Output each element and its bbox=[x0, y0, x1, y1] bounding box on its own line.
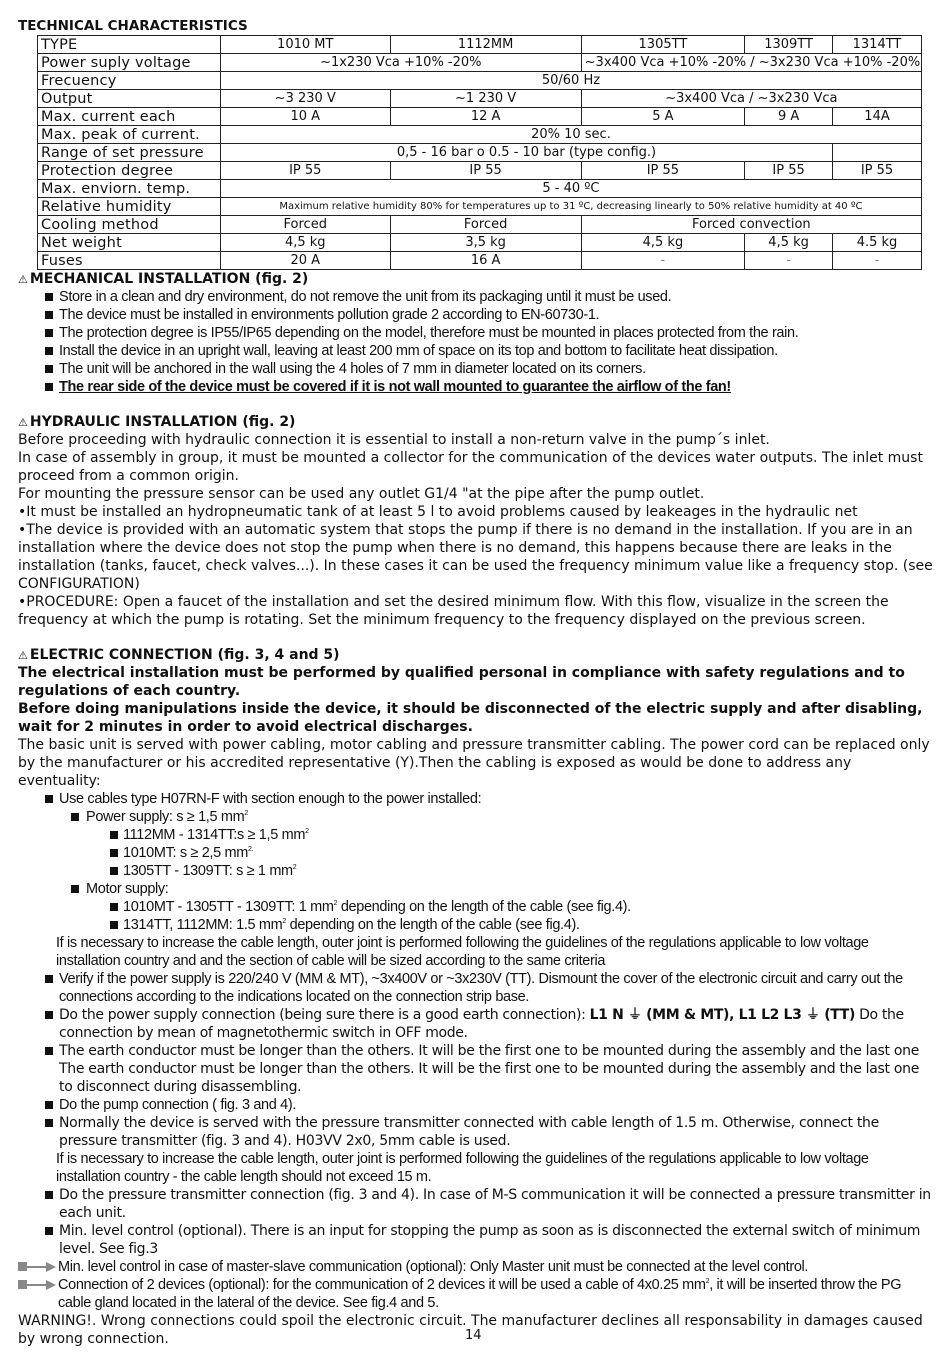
paragraph: •It must be installed an hydropneumatic tank of at least 5 l to avoid problems caused by leakeages in the hydraulic net bbox=[18, 504, 858, 520]
bullet-icon bbox=[45, 347, 53, 355]
bullet-icon bbox=[45, 329, 53, 337]
paragraph: •PROCEDURE: Open a faucet of the installation and set the desired minimum flow. With this flow, visualize in the screen the frequency at which the pump is rotating. Set the minimum frequency to the frequency displayed on the previous screen. bbox=[18, 594, 889, 628]
warning-text: WARNING!. Wrong connections could spoil the electronic circuit. The manufacturer declines all responsability in damages caused by wrong connection. bbox=[18, 1313, 923, 1347]
list-item-text: Verify if the power supply is 220/240 V (MM & MT), ~3x400V or ~3x230V (TT). Dismount the cover of the electronic circuit and carry out the connections according to the indications located on the connection strip base. bbox=[59, 971, 903, 1005]
table-cell: 3,5 kg bbox=[390, 234, 581, 252]
list-item bbox=[18, 288, 933, 306]
bullet-icon bbox=[45, 365, 53, 373]
row-label: Protection degree bbox=[38, 162, 221, 180]
bullet-icon bbox=[71, 885, 79, 893]
table-row bbox=[38, 162, 922, 180]
table-row bbox=[38, 90, 922, 108]
list-item bbox=[18, 1186, 933, 1222]
list-item-text: 1314TT, 1112MM: 1.5 mm bbox=[123, 917, 283, 933]
elec-intro: The basic unit is served with power cabling, motor cabling and pressure transmitter cabling. The power cord can be replaced only by the manufacturer or his accredited representative (Y).Then the cabling is exposed as would be done to address any eventuality: bbox=[18, 737, 930, 789]
mech-list bbox=[18, 288, 933, 396]
paragraph: •The device is provided with an automatic system that stops the pump if there is no demand in the installation. If you are in an installation where the device does not stop the pump when there is no demand, this happens because there are leaks in the installation (tanks, faucet, check valves...). In these cases it can be used the frequency minimum value like a frequency stop. (see CONFIGURATION) bbox=[18, 522, 933, 592]
list-item bbox=[18, 1042, 933, 1096]
table-row bbox=[38, 54, 922, 72]
warning-icon: ⚠ bbox=[18, 273, 28, 286]
table-row bbox=[38, 36, 922, 54]
table-cell: IP 55 bbox=[581, 162, 745, 180]
bullet-icon bbox=[45, 293, 53, 301]
master-slave-icon bbox=[18, 1280, 56, 1290]
list-item bbox=[18, 360, 933, 378]
table-cell: - bbox=[833, 252, 922, 270]
row-label: Fuses bbox=[38, 252, 221, 270]
list-item-text: Normally the device is served with the pressure transmitter connected with cable length of 1.5 m. Otherwise, connect the pressure transmitter (fig. 3 and 4). H03VV 2x0, 5mm cable is used. bbox=[59, 1115, 879, 1149]
list-item bbox=[18, 808, 933, 826]
list-item bbox=[18, 826, 933, 844]
list-item bbox=[18, 378, 933, 396]
table-row bbox=[38, 216, 922, 234]
list-item bbox=[18, 970, 933, 1006]
list-item-text: Power supply: s ≥ 1,5 mm bbox=[86, 809, 245, 825]
table-row bbox=[38, 72, 922, 90]
table-row bbox=[38, 252, 922, 270]
table-header: 1314TT bbox=[833, 36, 922, 54]
row-label: Output bbox=[38, 90, 221, 108]
terminal-mm-mt: L1 N ⏚ (MM & MT) bbox=[589, 1007, 730, 1023]
list-item-text: The protection degree is IP55/IP65 depending on the model, therefore must be mounted in places protected from the rain. bbox=[59, 325, 799, 341]
bullet-icon bbox=[45, 1191, 53, 1199]
row-label: Range of set pressure bbox=[38, 144, 221, 162]
list-item-text: Do the pump connection ( fig. 3 and 4). bbox=[59, 1097, 297, 1113]
table-cell: 20% 10 sec. bbox=[220, 126, 921, 144]
table-cell: 12 A bbox=[390, 108, 581, 126]
table-row bbox=[38, 234, 922, 252]
bullet-icon bbox=[45, 1227, 53, 1235]
superscript: 2 bbox=[705, 1278, 710, 1285]
table-cell: 4,5 kg bbox=[745, 234, 833, 252]
table-cell: ~1x230 Vca +10% -20% bbox=[220, 54, 581, 72]
table-cell: ~3x400 Vca +10% -20% / ~3x230 Vca +10% -20% bbox=[581, 54, 921, 72]
table-cell: 10 A bbox=[220, 108, 390, 126]
table-header: 1309TT bbox=[745, 36, 833, 54]
list-item-text: Connection of 2 devices (optional): for the communication of 2 devices it will be used a cable of 4x0.25 mm bbox=[58, 1277, 706, 1293]
table-row bbox=[38, 108, 922, 126]
list-item bbox=[18, 1114, 933, 1150]
master-slave-icon bbox=[18, 1262, 56, 1272]
table-row bbox=[38, 126, 922, 144]
paragraph: If is necessary to increase the cable length, outer joint is performed following the guidelines of the regulations applicable to low voltage installation country and and the section of cable will be sized according to the same criteria bbox=[56, 935, 869, 969]
list-item bbox=[18, 880, 933, 898]
list-item-text: , it will be inserted throw the PG cable gland located in the lateral of the device. See fig.4 and 5. bbox=[58, 1277, 902, 1311]
paragraph: Before proceeding with hydraulic connection it is essential to install a non-return valve in the pump´s inlet. bbox=[18, 432, 770, 448]
table-cell: ~1 230 V bbox=[390, 90, 581, 108]
rear-side-warning: The rear side of the device must be covered if it is not wall mounted to guarantee the airflow of the fan! bbox=[59, 379, 731, 395]
table-cell: ~3 230 V bbox=[220, 90, 390, 108]
table-cell: ~3x400 Vca / ~3x230 Vca bbox=[581, 90, 921, 108]
table-cell: 4,5 kg bbox=[581, 234, 745, 252]
table-row bbox=[38, 198, 922, 216]
bullet-icon bbox=[45, 1011, 53, 1019]
table-cell: IP 55 bbox=[390, 162, 581, 180]
table-cell: 9 A bbox=[745, 108, 833, 126]
list-item bbox=[18, 898, 933, 916]
list-item-text: Install the device in an upright wall, leaving at least 200 mm of space on its top and bottom to facilitate heat dissipation. bbox=[59, 343, 778, 359]
row-label: Relative humidity bbox=[38, 198, 221, 216]
list-item-text: depending on the length of the cable (see fig.4). bbox=[337, 899, 631, 915]
table-cell: 4,5 kg bbox=[220, 234, 390, 252]
list-item bbox=[18, 862, 933, 880]
hyd-body bbox=[18, 431, 933, 629]
list-item bbox=[18, 1096, 933, 1114]
list-item bbox=[18, 1258, 933, 1276]
list-item-text: Do the connection by mean of magnetothermic switch in OFF mode. bbox=[59, 1007, 904, 1041]
elec-heading bbox=[18, 647, 933, 664]
bullet-icon bbox=[110, 849, 118, 857]
hyd-heading bbox=[18, 414, 933, 431]
table-cell: - bbox=[581, 252, 745, 270]
table-cell bbox=[833, 144, 922, 162]
list-item bbox=[18, 844, 933, 862]
list-item-text: 1010MT - 1305TT - 1309TT: 1 mm bbox=[123, 899, 334, 915]
table-header: 1305TT bbox=[581, 36, 745, 54]
list-item-text: The earth conductor must be longer than the others. It will be the first one to be mounted during the assembly and the last one The earth conductor must be longer than the others. It will be the first one to be mounted during the assembly and the last one to disconnect during disassembling. bbox=[59, 1043, 920, 1095]
table-cell: 0,5 - 16 bar o 0.5 - 10 bar (type config.) bbox=[220, 144, 832, 162]
superscript: 2 bbox=[305, 828, 309, 835]
terminal-tt: L1 L2 L3 ⏚ (TT) bbox=[738, 1007, 856, 1023]
table-cell: - bbox=[745, 252, 833, 270]
row-label: Max. enviorn. temp. bbox=[38, 180, 221, 198]
list-item bbox=[18, 916, 933, 934]
bullet-icon bbox=[45, 975, 53, 983]
tech-table bbox=[37, 35, 922, 270]
table-row bbox=[38, 144, 922, 162]
list-item-text: Motor supply: bbox=[86, 881, 169, 897]
superscript: 2 bbox=[333, 900, 338, 907]
table-cell: 14A bbox=[833, 108, 922, 126]
row-label: Max. peak of current. bbox=[38, 126, 221, 144]
tech-title: TECHNICAL CHARACTERISTICS bbox=[18, 18, 248, 34]
row-label: Max. current each bbox=[38, 108, 221, 126]
table-header: 1010 MT bbox=[220, 36, 390, 54]
list-item bbox=[18, 1006, 933, 1042]
table-row bbox=[38, 180, 922, 198]
bullet-icon bbox=[45, 311, 53, 319]
list-item bbox=[18, 306, 933, 324]
row-label: Cooling method bbox=[38, 216, 221, 234]
paragraph: For mounting the pressure sensor can be used any outlet G1/4 "at the pipe after the pump outlet. bbox=[18, 486, 705, 502]
table-cell: 4.5 kg bbox=[833, 234, 922, 252]
list-item-text: 1305TT - 1309TT: s ≥ 1 mm bbox=[123, 863, 293, 879]
superscript: 2 bbox=[282, 918, 286, 925]
list-item bbox=[18, 1276, 933, 1312]
page-number: 14 bbox=[465, 1328, 482, 1343]
table-cell: IP 55 bbox=[220, 162, 390, 180]
table-cell: 20 A bbox=[220, 252, 390, 270]
elec-list bbox=[18, 790, 933, 1312]
bullet-icon bbox=[71, 813, 79, 821]
list-item-text: depending on the length of the cable (see fig.4). bbox=[285, 917, 580, 933]
document-page bbox=[18, 18, 933, 1348]
mech-title: MECHANICAL INSTALLATION (fig. 2) bbox=[29, 271, 309, 287]
paragraph: If is necessary to increase the cable length, outer joint is performed following the guidelines of the regulations applicable to low voltage installation country - the cable length should not exceed 15 m. bbox=[56, 1151, 869, 1185]
table-cell: 50/60 Hz bbox=[220, 72, 921, 90]
elec-title: ELECTRIC CONNECTION (fig. 3, 4 and 5) bbox=[29, 647, 340, 663]
list-item-text: Do the pressure transmitter connection (fig. 3 and 4). In case of M-S communication it will be connected a pressure transmitter in each unit. bbox=[59, 1187, 931, 1221]
table-cell: Forced bbox=[390, 216, 581, 234]
list-item bbox=[18, 1222, 933, 1258]
list-item-text: The unit will be anchored in the wall using the 4 holes of 7 mm in diameter located on its corners. bbox=[59, 361, 646, 377]
row-label: Frecuency bbox=[38, 72, 221, 90]
hyd-title: HYDRAULIC INSTALLATION (fig. 2) bbox=[29, 414, 296, 430]
bullet-icon bbox=[110, 867, 118, 875]
list-item-text: The device must be installed in environments pollution grade 2 according to EN-60730-1. bbox=[59, 307, 600, 323]
superscript: 2 bbox=[244, 810, 248, 817]
list-item bbox=[18, 342, 933, 360]
mech-heading bbox=[18, 271, 933, 288]
elec-bold-1: The electrical installation must be performed by qualified personal in compliance with safety regulations and to regulations of each country. bbox=[18, 665, 905, 699]
list-item-text: Do the power supply connection (being sure there is a good earth connection): bbox=[59, 1007, 590, 1023]
row-label: Power suply voltage bbox=[38, 54, 221, 72]
bullet-icon bbox=[45, 1047, 53, 1055]
table-cell: Forced convection bbox=[581, 216, 921, 234]
warning-icon: ⚠ bbox=[18, 649, 28, 662]
superscript: 2. bbox=[247, 846, 254, 853]
warning-icon: ⚠ bbox=[18, 416, 28, 429]
list-item-text: Use cables type H07RN-F with section enough to the power installed: bbox=[59, 791, 482, 807]
elec-bold-2: Before doing manipulations inside the device, it should be disconnected of the electric supply and after disabling, wait for 2 minutes in order to avoid electrical discharges. bbox=[18, 701, 923, 735]
list-item-text: Store in a clean and dry environment, do not remove the unit from its packaging until it must be used. bbox=[59, 289, 672, 305]
table-cell: IP 55 bbox=[745, 162, 833, 180]
bullet-icon bbox=[45, 383, 53, 391]
list-item-text: 1112MM - 1314TT:s ≥ 1,5 mm bbox=[123, 827, 306, 843]
bullet-icon bbox=[45, 1119, 53, 1127]
table-cell: IP 55 bbox=[833, 162, 922, 180]
bullet-icon bbox=[110, 831, 118, 839]
list-item bbox=[18, 790, 933, 808]
table-header-type: TYPE bbox=[38, 36, 221, 54]
paragraph: In case of assembly in group, it must be mounted a collector for the communication of the devices water outputs. The inlet must proceed from a common origin. bbox=[18, 450, 923, 484]
separator: , bbox=[729, 1007, 739, 1023]
bullet-icon bbox=[110, 921, 118, 929]
table-cell: 16 A bbox=[390, 252, 581, 270]
list-item-text: Min. level control (optional). There is an input for stopping the pump as soon as is disconnected the external switch of minimum level. See fig.3 bbox=[59, 1223, 921, 1257]
row-label: Net weight bbox=[38, 234, 221, 252]
list-item bbox=[18, 324, 933, 342]
list-item-text: 1010MT: s ≥ 2,5 mm bbox=[123, 845, 248, 861]
table-cell: Maximum relative humidity 80% for temperatures up to 31 ºC, decreasing linearly to 50% relative humidity at 40 ºC bbox=[220, 198, 921, 216]
table-cell: Forced bbox=[220, 216, 390, 234]
table-header: 1112MM bbox=[390, 36, 581, 54]
table-cell: 5 A bbox=[581, 108, 745, 126]
superscript: 2 bbox=[292, 864, 297, 871]
list-item-text: Min. level control in case of master-slave communication (optional): Only Master unit must be connected at the level control. bbox=[58, 1259, 809, 1275]
bullet-icon bbox=[45, 795, 53, 803]
table-cell: 5 - 40 ºC bbox=[220, 180, 921, 198]
bullet-icon bbox=[110, 903, 118, 911]
bullet-icon bbox=[45, 1101, 53, 1109]
